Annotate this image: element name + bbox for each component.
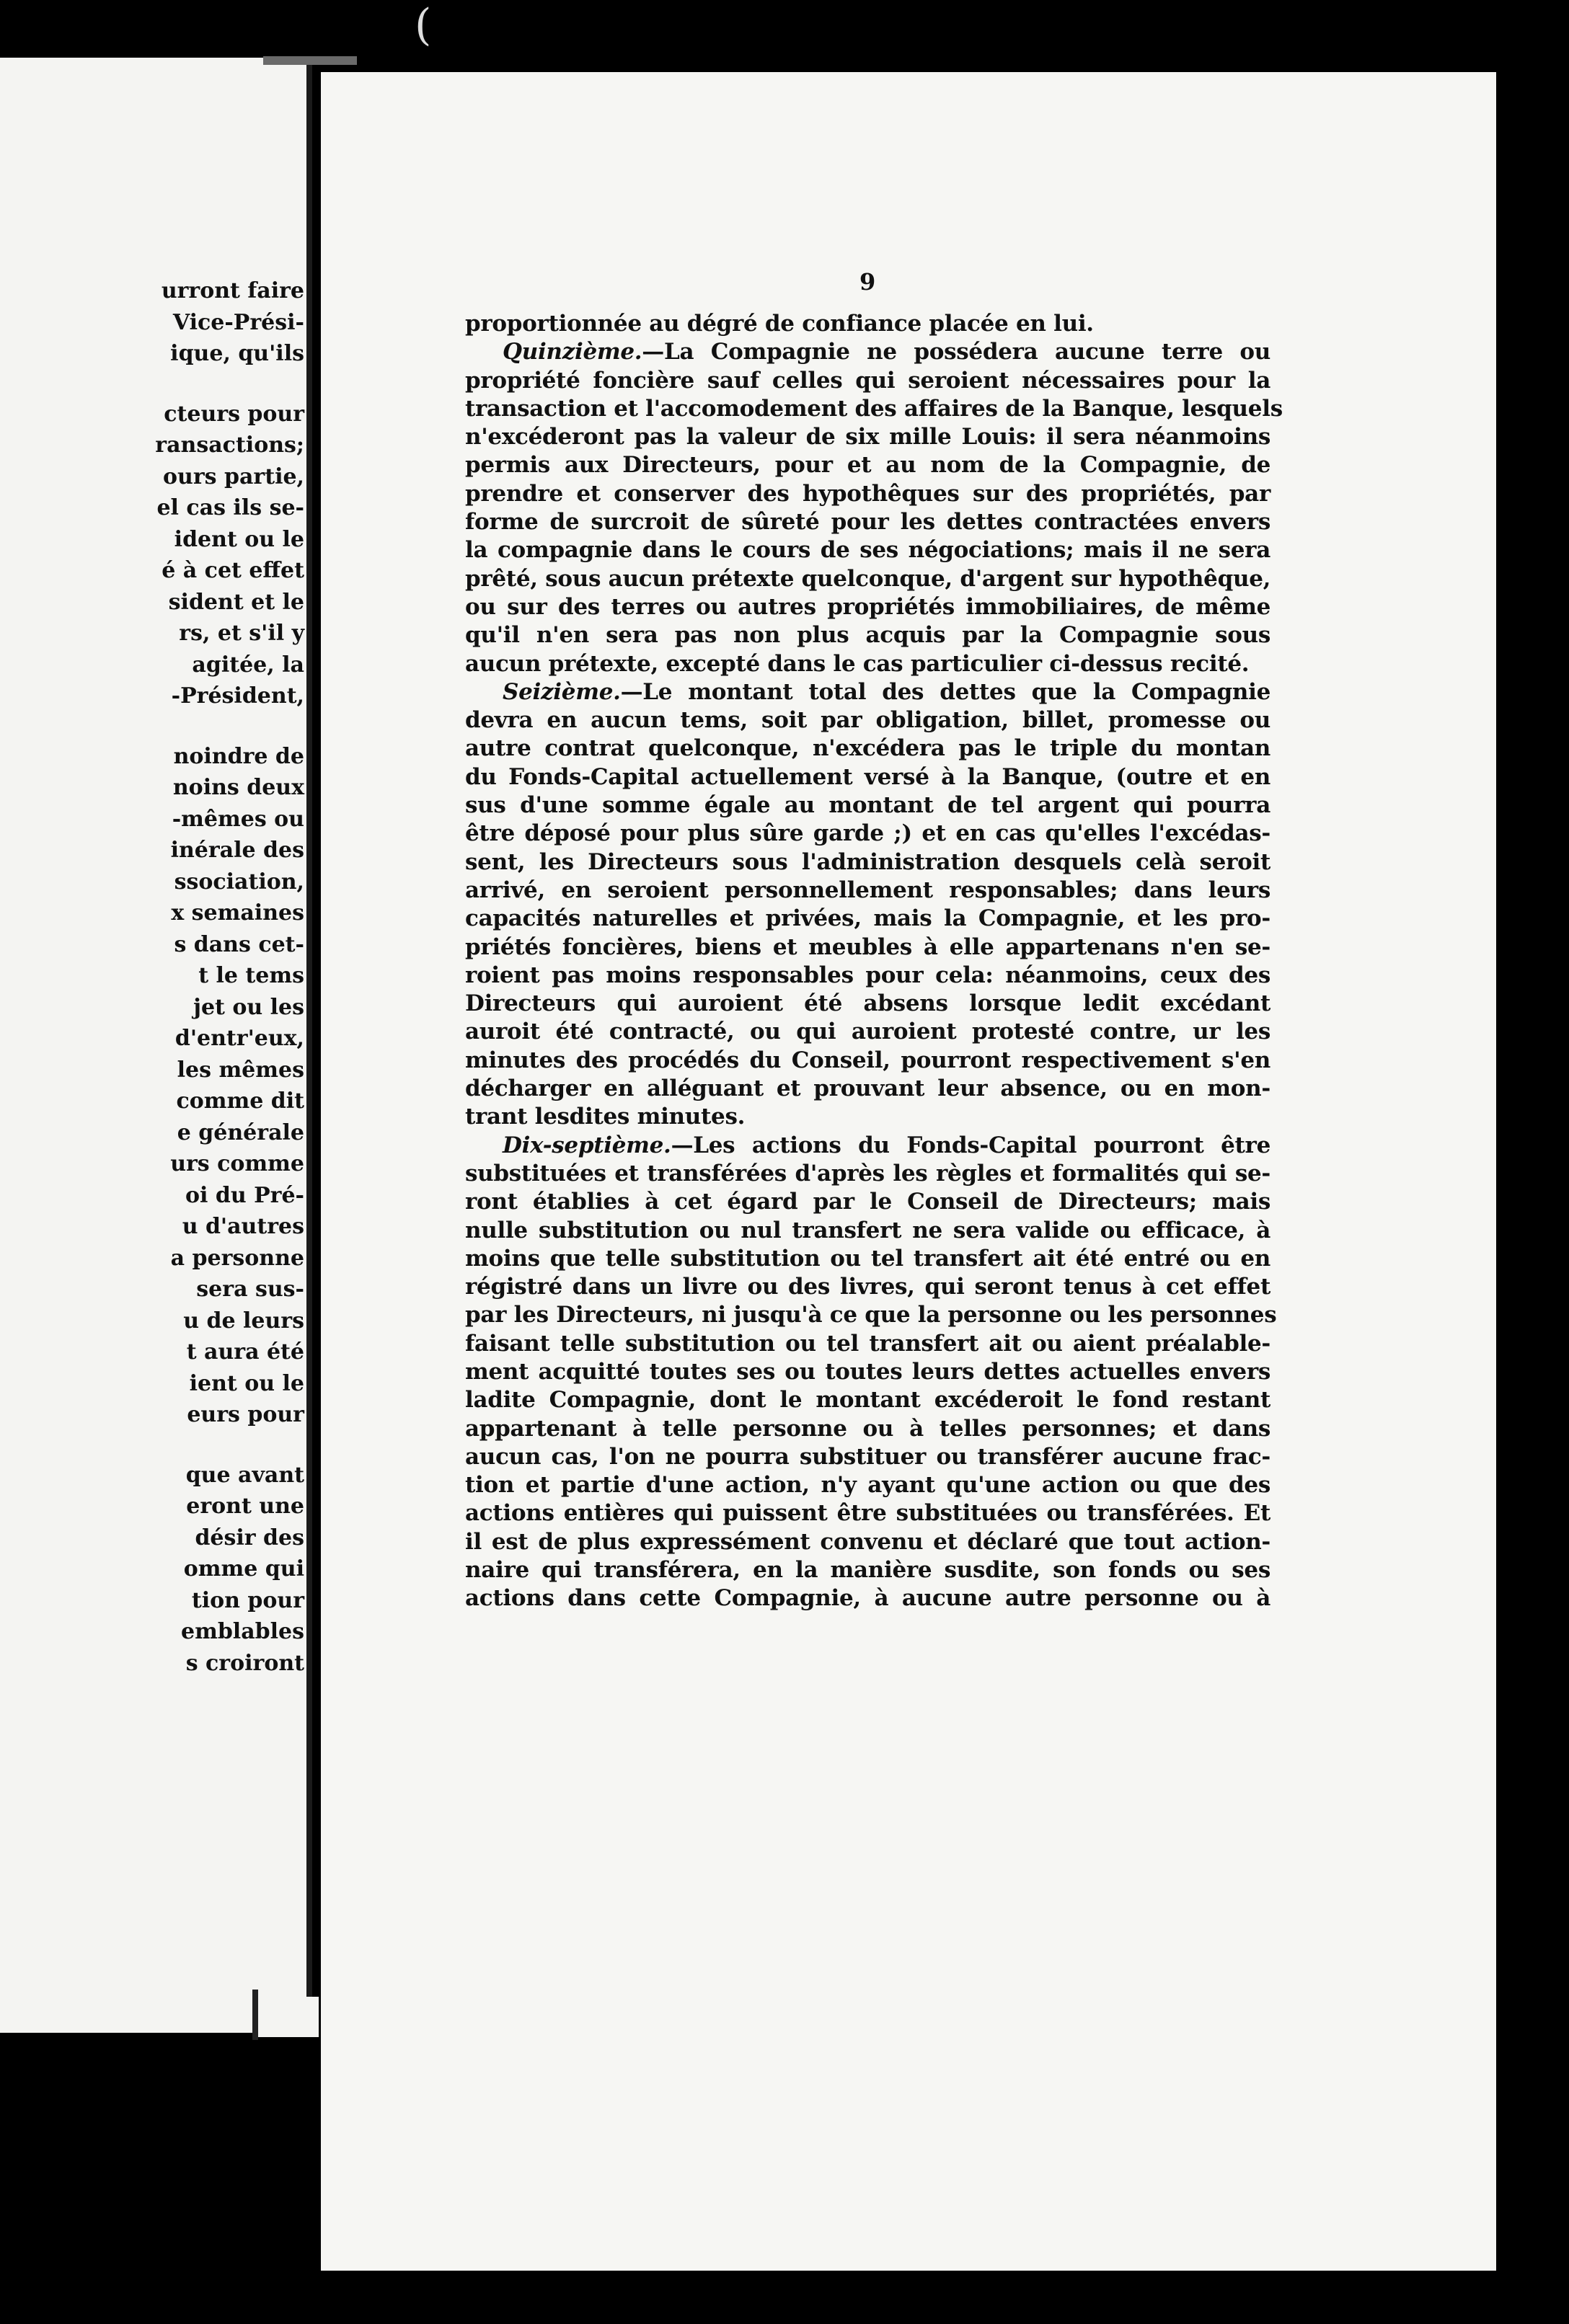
line-text: roient pas moins responsables pour cela: néanmoins, ceux des xyxy=(465,962,1270,988)
left-page-line: que avant xyxy=(185,1462,304,1488)
article-label: Quinzième. xyxy=(503,339,642,365)
text-line xyxy=(465,678,1270,706)
left-page-line: ssociation, xyxy=(174,869,304,895)
line-text: minutes des procédés du Conseil, pourront respectivement s'en xyxy=(465,1047,1270,1073)
margin-mark: ( xyxy=(415,0,432,50)
page-stub xyxy=(258,1997,319,2037)
text-line xyxy=(465,367,1270,395)
left-page-line: noindre de xyxy=(173,743,304,769)
text-line xyxy=(465,1245,1270,1273)
left-page-line: tion pour xyxy=(191,1587,304,1613)
text-line xyxy=(465,905,1270,933)
line-text: faisant telle substitution ou tel transfert ait ou aient préalable- xyxy=(465,1330,1270,1357)
left-page-line: inérale des xyxy=(170,838,304,863)
left-page-line: eurs pour xyxy=(187,1402,304,1427)
left-page-line: el cas ils se- xyxy=(156,495,304,520)
left-page-line: s croiront xyxy=(185,1650,304,1676)
line-text: transaction et l'accomodement des affaires de la Banque, lesquels xyxy=(465,395,1283,422)
line-text: qu'il n'en sera pas non plus acquis par la Compagnie sous xyxy=(465,622,1270,649)
line-text: ment acquitté toutes ses ou toutes leurs dettes actuelles envers xyxy=(465,1358,1270,1385)
left-page-line: ient ou le xyxy=(189,1370,304,1396)
text-line xyxy=(465,1301,1277,1329)
right-page xyxy=(321,72,1496,2271)
text-line xyxy=(465,508,1270,536)
text-line xyxy=(465,1132,1270,1160)
line-text: forme de surcroit de sûreté pour les dettes contractées envers xyxy=(465,509,1270,536)
left-page-line: désir des xyxy=(195,1525,304,1551)
line-text: actions entières qui puissent être substituées ou transférées. Et xyxy=(465,1500,1270,1527)
left-page-line: ransactions; xyxy=(155,433,304,458)
text-line xyxy=(465,1160,1270,1188)
line-text: moins que telle substitution ou tel transfert ait été entré ou en xyxy=(465,1245,1270,1272)
text-line xyxy=(465,1273,1270,1301)
article-label: Dix-septième. xyxy=(503,1132,671,1158)
line-text: actions dans cette Compagnie, à aucune autre personne ou à xyxy=(465,1585,1270,1612)
left-page-line: Vice-Prési- xyxy=(172,309,304,335)
line-text: devra en aucun tems, soit par obligation, billet, promesse ou xyxy=(465,707,1270,734)
line-text: trant lesdites minutes. xyxy=(465,1104,746,1130)
text-line xyxy=(465,423,1270,451)
text-line xyxy=(465,1075,1270,1103)
line-text: substituées et transférées d'après les règles et formalités qui se- xyxy=(465,1160,1270,1187)
line-text: décharger en alléguant et prouvant leur absence, ou en mon- xyxy=(465,1075,1270,1102)
line-text: il est de plus expressément convenu et déclaré que tout action- xyxy=(465,1528,1270,1555)
left-page-line: u de leurs xyxy=(183,1308,304,1334)
left-page-line: omme qui xyxy=(183,1556,304,1582)
page-stub-edge xyxy=(252,1990,258,2040)
line-text: auroit été contracté, ou qui auroient protesté contre, ur les xyxy=(465,1019,1270,1045)
left-page-line xyxy=(74,712,304,741)
left-page-line: rs, et s'il y xyxy=(179,621,304,646)
text-line xyxy=(465,451,1270,479)
line-text: prendre et conserver des hypothêques sur des propriétés, par xyxy=(465,480,1270,507)
left-page-line: les mêmes xyxy=(177,1057,304,1083)
line-text: sus d'une somme égale au montant de tel argent qui pourra xyxy=(465,792,1270,819)
line-text: régistré dans un livre ou des livres, qui seront tenus à cet effet xyxy=(465,1274,1270,1300)
line-text: appartenant à telle personne ou à telles personnes; et dans xyxy=(465,1415,1270,1442)
line-text: la compagnie dans le cours de ses négociations; mais il ne sera xyxy=(465,537,1270,564)
left-page-line: jet ou les xyxy=(193,994,304,1020)
line-text: sent, les Directeurs sous l'administration desquels celà seroit xyxy=(465,848,1270,875)
page-number: 9 xyxy=(859,268,876,296)
line-text: permis aux Directeurs, pour et au nom de la Compagnie, de xyxy=(465,452,1270,479)
line-text: par les Directeurs, ni jusqu'à ce que la personne ou les personnes xyxy=(465,1302,1277,1329)
text-line xyxy=(465,650,1270,678)
left-page-line: é à cet effet xyxy=(162,558,304,583)
line-text: ladite Compagnie, dont le montant excéderoit le fond restant xyxy=(465,1387,1270,1414)
text-line xyxy=(465,565,1270,593)
left-page-line: oi du Pré- xyxy=(185,1182,304,1208)
line-text: aucun prétexte, excepté dans le cas particulier ci-dessus recité. xyxy=(465,650,1250,677)
text-line xyxy=(465,1471,1270,1499)
text-line xyxy=(465,1386,1270,1414)
line-text: proportionnée au dégré de confiance placée en lui. xyxy=(465,311,1094,337)
line-text: aucun cas, l'on ne pourra substituer ou transférer aucune frac- xyxy=(465,1443,1270,1470)
text-line xyxy=(465,1499,1270,1527)
left-page-line: emblables xyxy=(181,1619,304,1644)
text-line xyxy=(465,962,1270,990)
line-text: du Fonds-Capital actuellement versé à la Banque, (outre et en xyxy=(465,763,1270,790)
line-text: capacités naturelles et privées, mais la Compagnie, et les pro- xyxy=(465,905,1270,932)
left-page-line xyxy=(74,370,304,399)
left-page-line: ours partie, xyxy=(163,464,304,489)
text-line xyxy=(465,1217,1270,1245)
left-page-line: agitée, la xyxy=(192,652,304,678)
page-body-text xyxy=(465,310,1283,1613)
text-line xyxy=(465,877,1270,905)
text-line xyxy=(465,593,1270,621)
text-line xyxy=(465,338,1270,366)
left-page-line: t le tems xyxy=(198,963,304,988)
left-page-line: noins deux xyxy=(172,775,304,800)
left-page-line: ique, qu'ils xyxy=(170,341,304,366)
left-page-line: ident ou le xyxy=(174,526,304,552)
text-line xyxy=(465,1047,1270,1075)
binding-edge xyxy=(263,56,357,65)
line-text: arrivé, en seroient personnellement responsables; dans leurs xyxy=(465,877,1270,903)
line-text: être déposé pour plus sûre garde ;) et en cas qu'elles l'excédas- xyxy=(465,820,1270,847)
line-text: tion et partie d'une action, n'y ayant qu'une action ou que des xyxy=(465,1472,1270,1499)
text-line xyxy=(465,1528,1270,1556)
text-line xyxy=(465,1188,1270,1216)
left-page-line: cteurs pour xyxy=(164,401,304,427)
left-page-line: e générale xyxy=(177,1119,304,1145)
text-line xyxy=(465,706,1270,735)
text-line xyxy=(465,820,1270,848)
text-line xyxy=(465,735,1270,763)
text-line xyxy=(465,1103,1270,1131)
line-text: priétés foncières, biens et meubles à elle appartenans n'en se- xyxy=(465,933,1270,960)
left-page-line: sident et le xyxy=(168,589,304,615)
text-line xyxy=(465,480,1270,508)
left-page-line: t aura été xyxy=(186,1339,304,1365)
text-line xyxy=(465,536,1270,564)
left-page-line: x semaines xyxy=(171,900,304,926)
line-text: naire qui transférera, en la manière susdite, son fonds ou ses xyxy=(465,1557,1270,1584)
text-line xyxy=(465,1584,1270,1613)
left-page-text-column xyxy=(74,275,304,1679)
left-page-fragment xyxy=(0,58,311,2033)
text-line xyxy=(465,621,1270,649)
line-text: nulle substitution ou nul transfert ne sera valide ou efficace, à xyxy=(465,1217,1270,1243)
text-line xyxy=(465,933,1270,962)
text-line xyxy=(465,1330,1270,1358)
line-text: —La Compagnie ne possédera aucune terre ou xyxy=(642,339,1270,365)
text-line xyxy=(465,1415,1270,1443)
text-line xyxy=(465,1358,1270,1386)
line-text: ou sur des terres ou autres propriétés immobiliaires, de même xyxy=(465,593,1270,620)
left-page-line: a personne xyxy=(170,1245,304,1271)
line-text: Directeurs qui auroient été absens lorsque ledit excédant xyxy=(465,990,1270,1017)
left-page-line: comme dit xyxy=(176,1088,304,1114)
article-label: Seizième. xyxy=(503,678,621,705)
left-page-line xyxy=(74,1431,304,1460)
text-line xyxy=(465,791,1270,820)
left-page-line: urs comme xyxy=(170,1151,304,1176)
left-page-line: -mêmes ou xyxy=(172,806,304,832)
line-text: —Les actions du Fonds-Capital pourront être xyxy=(671,1132,1270,1158)
line-text: prêté, sous aucun prétexte quelconque, d'argent sur hypothêque, xyxy=(465,565,1271,592)
left-page-line: s dans cet- xyxy=(174,931,304,957)
line-text: propriété foncière sauf celles qui seroient nécessaires pour la xyxy=(465,367,1270,394)
text-line xyxy=(465,1556,1270,1584)
left-page-line: u d'autres xyxy=(182,1214,304,1239)
text-line xyxy=(465,990,1270,1018)
gutter-shadow xyxy=(306,65,312,2026)
left-page-line: -Président, xyxy=(171,683,304,709)
text-line xyxy=(465,1443,1270,1471)
text-line xyxy=(465,763,1270,791)
text-line xyxy=(465,310,1270,338)
left-page-line: d'entr'eux, xyxy=(174,1026,304,1051)
left-page-line: eront une xyxy=(186,1494,304,1519)
text-line xyxy=(465,848,1270,877)
line-text: —Le montant total des dettes que la Compagnie xyxy=(620,678,1270,705)
left-page-line: urront faire xyxy=(161,278,304,303)
text-line xyxy=(465,1018,1270,1046)
text-line xyxy=(465,395,1283,423)
left-page-line: sera sus- xyxy=(196,1277,304,1302)
line-text: autre contrat quelconque, n'excédera pas le triple du montan xyxy=(465,735,1270,762)
line-text: ront établies à cet égard par le Conseil de Directeurs; mais xyxy=(465,1189,1270,1215)
line-text: n'excéderont pas la valeur de six mille Louis: il sera néanmoins xyxy=(465,424,1270,451)
